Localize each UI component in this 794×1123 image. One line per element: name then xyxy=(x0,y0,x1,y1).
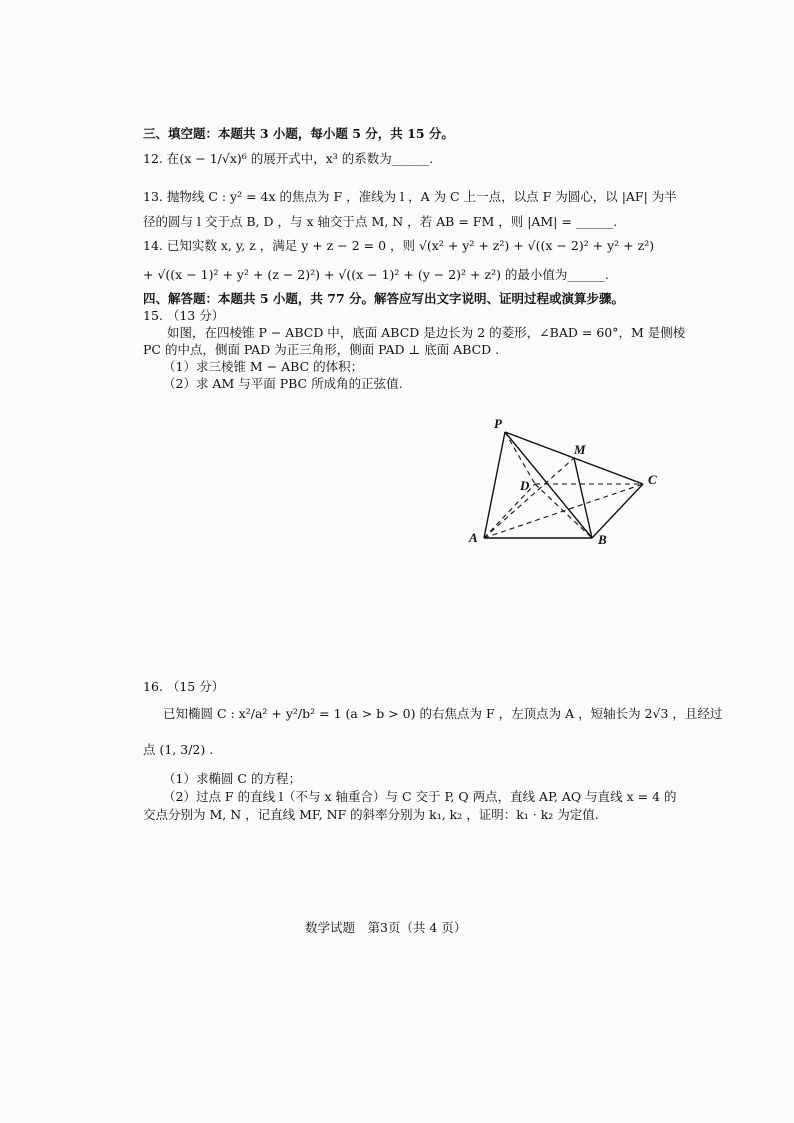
question-16-line1: 已知椭圆 C : x²/a² + y²/b² = 1 (a > b > 0) 的右焦点为 F ，左顶点为 A ，短轴长为 2√3 ，且经过 xyxy=(163,706,723,721)
question-14-line2: + √((x − 1)² + y² + (z − 2)²) + √((x − 1)² + (y − 2)² + z²) 的最小值为______. xyxy=(143,267,609,282)
question-13-line2: 径的圆与 l 交于点 B, D ，与 x 轴交于点 M, N ，若 AB = FM ，则 |AM| = ______. xyxy=(143,214,618,229)
section4-title: 四、解答题：本题共 5 小题，共 77 分。解答应写出文字说明、证明过程或演算步骤。 xyxy=(143,291,625,306)
question-16-part2-line1: （2）过点 F 的直线 l（不与 x 轴重合）与 C 交于 P, Q 两点，直线 AP, AQ 与直线 x = 4 的 xyxy=(163,789,677,804)
label-B: B xyxy=(598,532,607,547)
page-footer: 数学试题 第3页（共 4 页） xyxy=(305,920,467,935)
question-16-part2-line2: 交点分别为 M, N ，记直线 MF, NF 的斜率分别为 k₁, k₂ ，证明：k₁ · k₂ 为定值. xyxy=(143,807,599,822)
label-D: D xyxy=(520,478,530,493)
diagonal-DB xyxy=(535,484,592,538)
question-16-line2: 点 (1, 3/2) . xyxy=(143,742,214,757)
section3-title: 三、填空题：本题共 3 小题，每小题 5 分，共 15 分。 xyxy=(143,126,454,141)
question-16-part1: （1）求椭圆 C 的方程； xyxy=(163,771,301,786)
edge-PA xyxy=(484,432,505,538)
edge-BC xyxy=(592,484,643,538)
question-15-part1: （1）求三棱锥 M − ABC 的体积； xyxy=(163,359,364,374)
question-15-line2: PC 的中点，侧面 PAD 为正三角形，侧面 PAD ⊥ 底面 ABCD . xyxy=(143,342,500,357)
label-C: C xyxy=(648,472,657,487)
question-15-part2: （2）求 AM 与平面 PBC 所成角的正弦值. xyxy=(163,376,403,391)
pyramid-figure xyxy=(460,410,670,550)
question-15-line1: 如图，在四棱锥 P − ABCD 中，底面 ABCD 是边长为 2 的菱形，∠BAD = 60°，M 是侧棱 xyxy=(167,325,686,340)
question-13-line1: 13. 抛物线 C : y² = 4x 的焦点为 F ，准线为 l ，A 为 C 上一点，以点 F 为圆心，以 |AF| 为半 xyxy=(143,189,677,204)
question-15-header: 15. （13 分） xyxy=(143,308,225,323)
label-M: M xyxy=(574,442,586,457)
label-P: P xyxy=(494,416,502,431)
question-14-line1: 14. 已知实数 x, y, z ，满足 y + z − 2 = 0 ，则 √(x² + y² + z²) + √((x − 2)² + y² + z²) xyxy=(143,238,655,253)
edge-PD xyxy=(505,432,535,484)
question-16-header: 16. （15 分） xyxy=(143,679,225,694)
label-A: A xyxy=(469,530,478,545)
question-12: 12. 在(x − 1/√x)⁶ 的展开式中，x³ 的系数为______. xyxy=(143,151,434,166)
